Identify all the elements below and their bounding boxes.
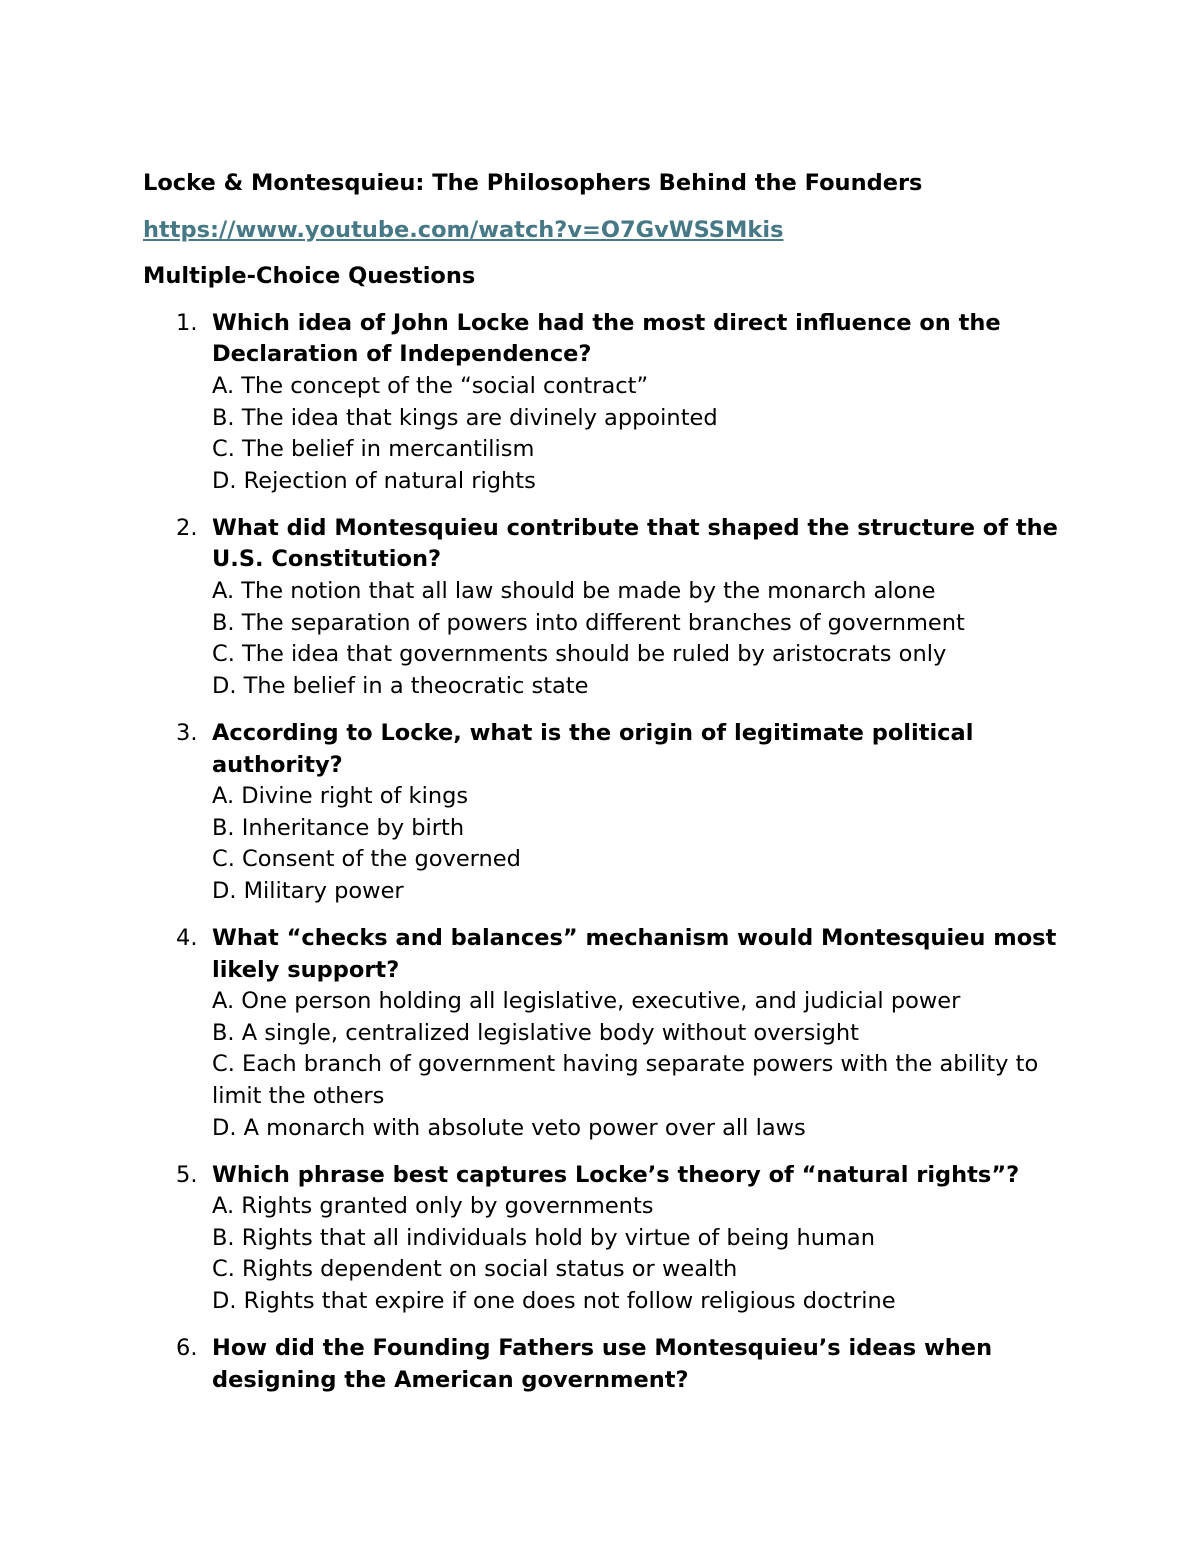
answer-option: C. The idea that governments should be ruled by aristocrats only — [212, 641, 947, 668]
answer-option: D. The belief in a theocratic state — [212, 672, 589, 699]
question-item — [143, 513, 1063, 703]
answer-option: C. The belief in mercantilism — [212, 436, 535, 463]
answer-option: A. One person holding all legislative, executive, and judicial power — [212, 988, 961, 1015]
answer-option: B. A single, centralized legislative body without oversight — [212, 1019, 859, 1046]
section-heading: Multiple-Choice Questions — [143, 263, 476, 290]
question-number: 6. — [176, 1335, 198, 1362]
question-item — [143, 1160, 1063, 1318]
question-text: According to Locke, what is the origin of legitimate political authority? — [212, 719, 974, 778]
question-text: Which phrase best captures Locke’s theory of “natural rights”? — [212, 1161, 1020, 1188]
answer-option: B. The separation of powers into different branches of government — [212, 609, 965, 636]
question-item — [143, 1333, 1063, 1396]
answer-option: B. Rights that all individuals hold by virtue of being human — [212, 1224, 875, 1251]
answer-option: A. Rights granted only by governments — [212, 1193, 654, 1220]
answer-option: A. The notion that all law should be made by the monarch alone — [212, 578, 936, 605]
answer-option: A. Divine right of kings — [212, 783, 469, 810]
answer-option: B. The idea that kings are divinely appointed — [212, 404, 718, 431]
question-number: 5. — [176, 1161, 198, 1188]
video-link[interactable]: https://www.youtube.com/watch?v=O7GvWSSMkis — [143, 216, 784, 243]
answer-option: C. Rights dependent on social status or wealth — [212, 1256, 738, 1283]
question-text: How did the Founding Fathers use Montesquieu’s ideas when designing the American government? — [212, 1335, 993, 1393]
answer-option: A. The concept of the “social contract” — [212, 372, 649, 399]
question-text: What did Montesquieu contribute that shaped the structure of the U.S. Constitution? — [212, 514, 1058, 573]
question-item — [143, 718, 1063, 908]
question-number: 4. — [176, 924, 198, 951]
answer-option: D. A monarch with absolute veto power over all laws — [212, 1114, 806, 1141]
document-title: Locke & Montesquieu: The Philosophers Behind the Founders — [143, 170, 923, 196]
question-number: 2. — [176, 514, 198, 541]
answer-option: C. Consent of the governed — [212, 846, 521, 873]
question-number: 3. — [176, 719, 198, 746]
answer-option: D. Rejection of natural rights — [212, 467, 536, 494]
question-text: What “checks and balances” mechanism would Montesquieu most likely support? — [212, 924, 1057, 983]
document-page — [143, 168, 1063, 1412]
answer-option: D. Rights that expire if one does not follow religious doctrine — [212, 1288, 896, 1314]
question-text: Which idea of John Locke had the most direct influence on the Declaration of Independence? — [212, 309, 1001, 368]
answer-option: C. Each branch of government having separate powers with the ability to limit the others — [212, 1051, 1039, 1109]
question-number: 1. — [176, 309, 198, 336]
question-item — [143, 308, 1063, 498]
answer-option: B. Inheritance by birth — [212, 814, 465, 841]
question-list — [143, 308, 1063, 1397]
answer-option: D. Military power — [212, 877, 404, 904]
question-item — [143, 923, 1063, 1144]
